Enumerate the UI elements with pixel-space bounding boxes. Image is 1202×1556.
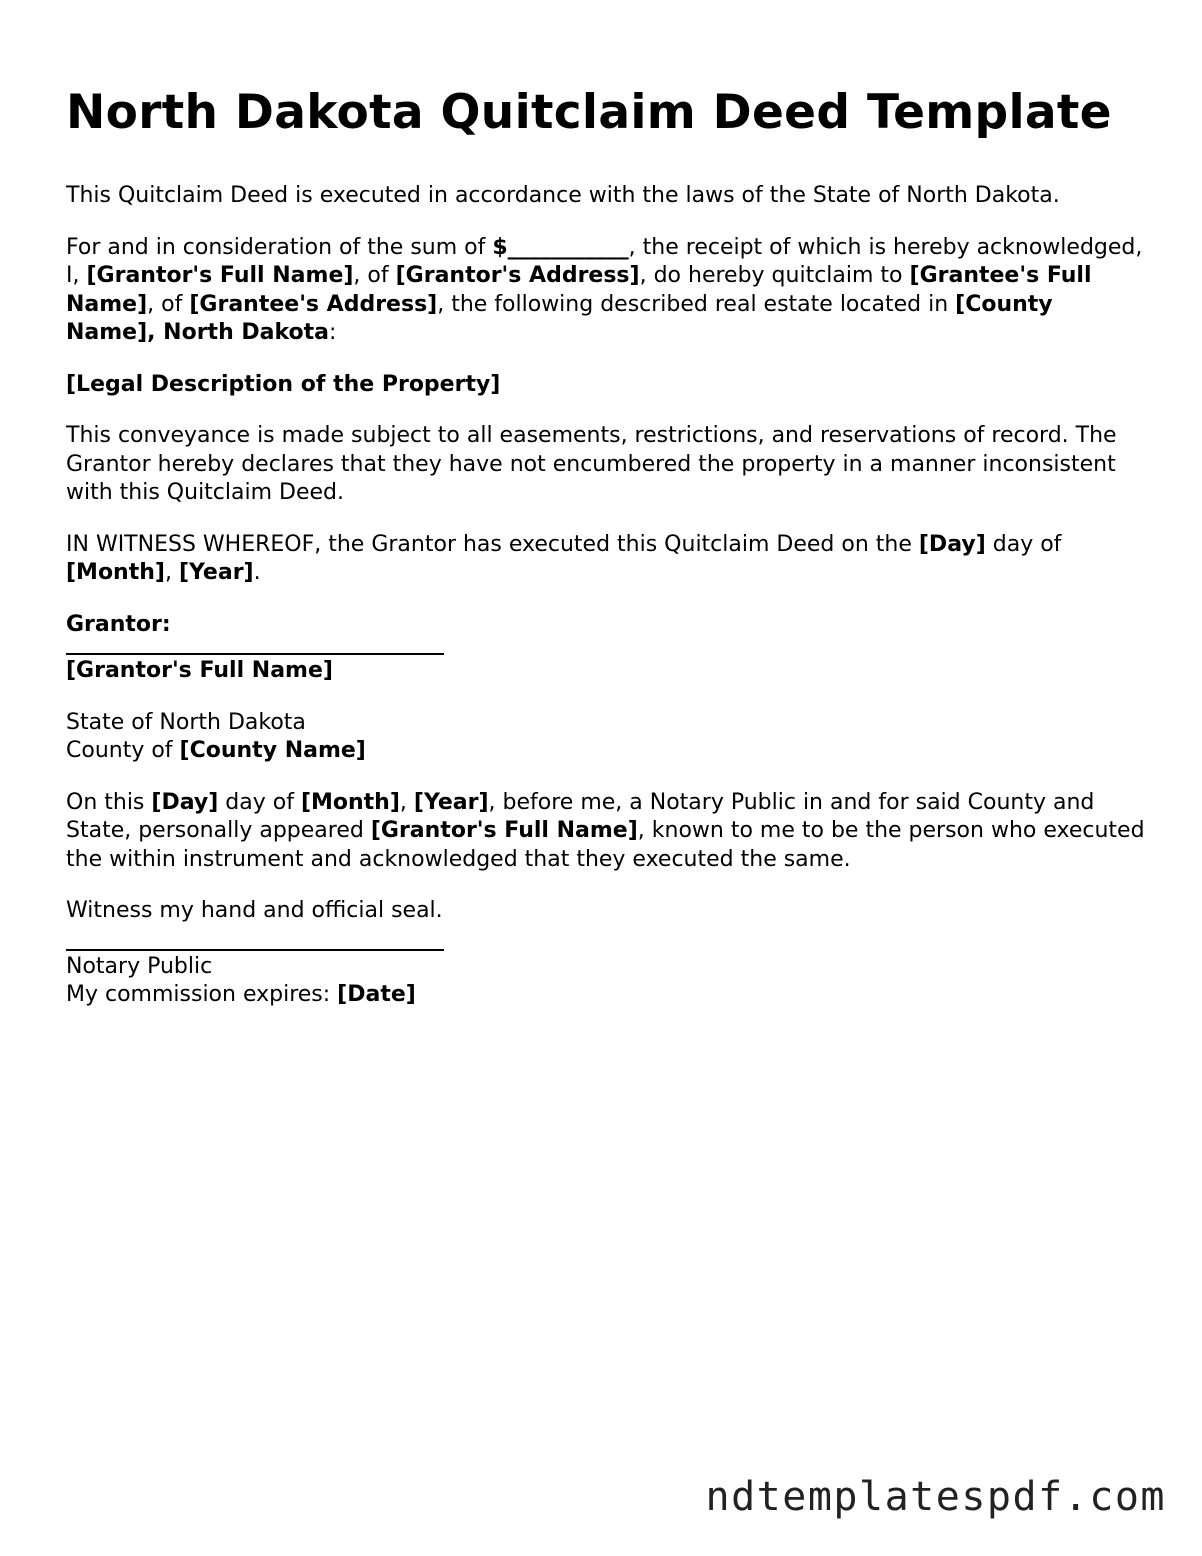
document-title: North Dakota Quitclaim Deed Template — [66, 85, 1112, 140]
witness-clause: IN WITNESS WHEREOF, the Grantor has executed this Quitclaim Deed on the [Day] day of [Month], [Year]. — [66, 531, 1062, 585]
ack-day-field: [Day] — [151, 789, 219, 815]
commission-date-field: [Date] — [337, 982, 416, 1007]
witness-month-field: [Month] — [66, 560, 165, 585]
notary-title: Notary Public — [66, 953, 213, 979]
ack-year-field: [Year] — [413, 789, 489, 815]
grantor-name-field: [Grantor's Full Name] — [86, 263, 354, 288]
grantee-address-field: [Grantee's Address] — [189, 291, 438, 317]
ack-grantor-name-field: [Grantor's Full Name] — [370, 818, 638, 843]
witness-day-field: [Day] — [918, 531, 986, 557]
venue-county: County of [County Name] — [66, 738, 366, 763]
conveyance-paragraph: This conveyance is made subject to all easements, restrictions, and reservations of record. The Grantor hereby declares that they have not encumbered the property in a manner inconsistent with this Quitclaim Deed. — [66, 423, 1117, 505]
intro-paragraph: This Quitclaim Deed is executed in accordance with the laws of the State of North Dakota. — [66, 183, 1060, 208]
consideration-paragraph: For and in consideration of the sum of $___________, the receipt of which is hereby acknowledged, I, [Grantor's Full Name], of [Grantor's Address], do hereby quitclaim to [Grantee's Full Name], of [Grantee's Address], the following described real estate located in [County Name], North Dakota: — [66, 234, 1143, 345]
county-state-field: [County Name], North Dakota — [66, 291, 1053, 345]
venue-state: State of North Dakota — [66, 709, 306, 735]
grantor-label: Grantor: — [66, 611, 171, 637]
consideration-amount: $___________ — [492, 234, 629, 260]
ack-month-field: [Month] — [300, 789, 400, 815]
document-page — [66, 84, 1146, 1033]
witness-year-field: [Year] — [178, 560, 254, 585]
acknowledgment-paragraph: On this [Day] day of [Month], [Year], before me, a Notary Public in and for said County and State, personally appeared [Grantor's Full Name], known to me to be the person who executed the within instrument and acknowledged that they executed the same. — [66, 789, 1145, 872]
notary-signature-block — [66, 949, 1146, 1010]
grantor-signature-name: [Grantor's Full Name] — [66, 658, 333, 683]
venue-block — [66, 709, 1146, 766]
legal-description-field: [Legal Description of the Property] — [66, 371, 501, 397]
grantor-address-field: [Grantor's Address] — [395, 263, 640, 288]
grantor-signature-line — [66, 653, 444, 655]
notary-commission: My commission expires: [Date] — [66, 982, 416, 1007]
seal-line: Witness my hand and official seal. — [66, 898, 443, 923]
venue-county-field: [County Name] — [179, 738, 366, 763]
grantee-name-field: [Grantee's Full Name] — [66, 263, 1092, 317]
notary-signature-line — [66, 949, 444, 951]
footer-brand-watermark: ndtemplatespdf.com — [705, 1474, 1166, 1520]
grantor-signature-block — [66, 611, 1146, 686]
